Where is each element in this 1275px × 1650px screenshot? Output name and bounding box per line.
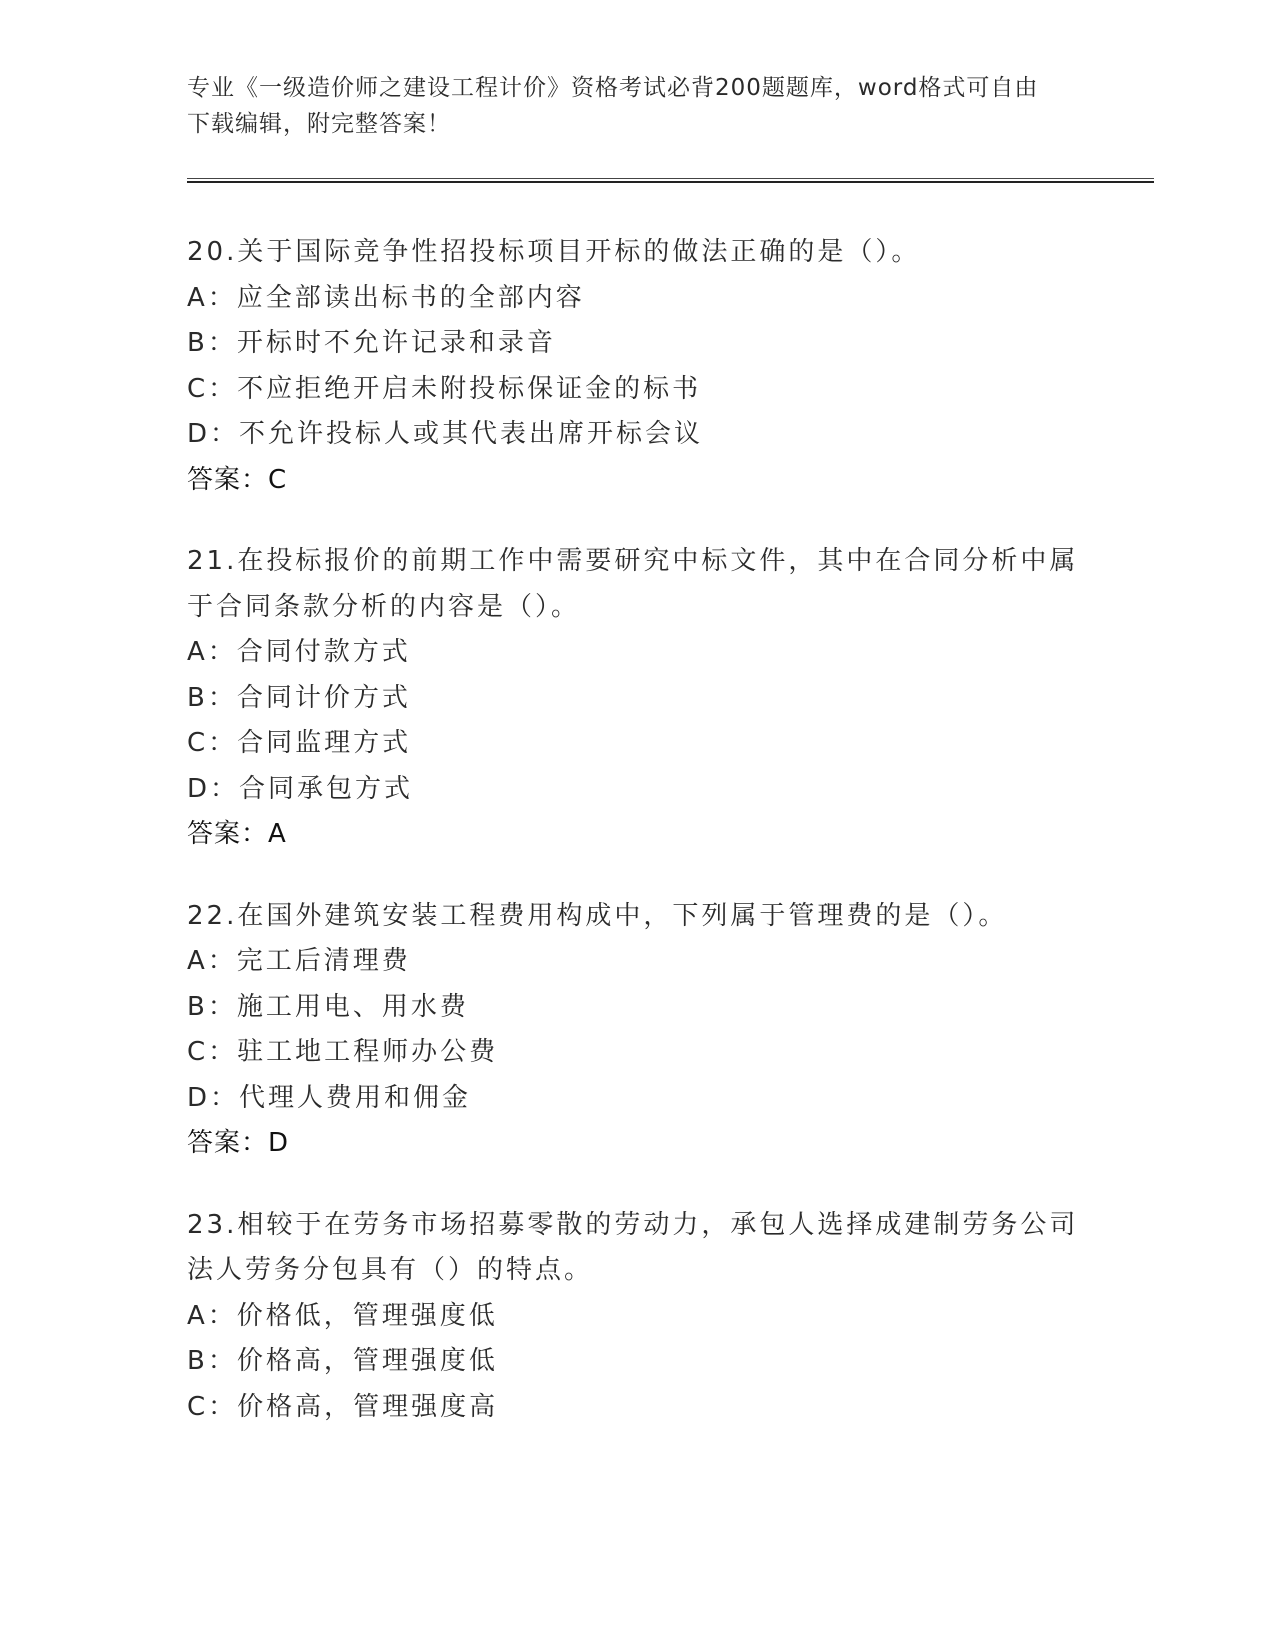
option-b: B：施工用电、用水费 [187,991,469,1022]
question-23 [187,1203,1087,1431]
option-b: B：价格高，管理强度低 [187,1346,498,1376]
option-b: B：开标时不允许记录和录音 [187,328,556,358]
question-stem-continued: 法人劳务分包具有（）的特点。 [187,1255,594,1285]
option-a: A：合同付款方式 [187,637,411,667]
option-d: D：代理人费用和佣金 [187,1082,472,1113]
option-c: C：价格高，管理强度高 [187,1391,499,1422]
question-list [187,230,1087,1466]
question-stem: 23.相较于在劳务市场招募零散的劳动力，承包人选择成建制劳务公司 [187,1209,1079,1240]
option-c: C：不应拒绝开启未附投标保证金的标书 [187,373,702,404]
option-a: A：应全部读出标书的全部内容 [187,282,585,313]
question-stem: 22.在国外建筑安装工程费用构成中，下列属于管理费的是（）。 [187,900,1008,931]
header-line-2: 下载编辑，附完整答案！ [187,111,451,137]
option-a: A：价格低，管理强度低 [187,1300,498,1331]
question-stem: 20.关于国际竞争性招投标项目开标的做法正确的是（）。 [187,237,921,267]
option-d: D：不允许投标人或其代表出席开标会议 [187,419,704,449]
option-b: B：合同计价方式 [187,682,411,713]
option-c: C：驻工地工程师办公费 [187,1037,499,1067]
answer-label: 答案：D [187,1128,290,1158]
document-header [187,70,1087,142]
question-22 [187,894,1087,1167]
header-line-1: 专业《一级造价师之建设工程计价》资格考试必背200题题库，word格式可自由 [187,75,1039,101]
question-21 [187,539,1087,858]
option-d: D：合同承包方式 [187,773,414,804]
header-divider [187,178,1154,183]
option-c: C：合同监理方式 [187,728,412,758]
answer-label: 答案：C [187,464,288,495]
option-a: A：完工后清理费 [187,946,411,976]
answer-label: 答案：A [187,819,287,849]
question-stem-continued: 于合同条款分析的内容是（）。 [187,591,581,622]
question-20 [187,230,1087,503]
question-stem: 21.在投标报价的前期工作中需要研究中标文件，其中在合同分析中属 [187,546,1079,576]
